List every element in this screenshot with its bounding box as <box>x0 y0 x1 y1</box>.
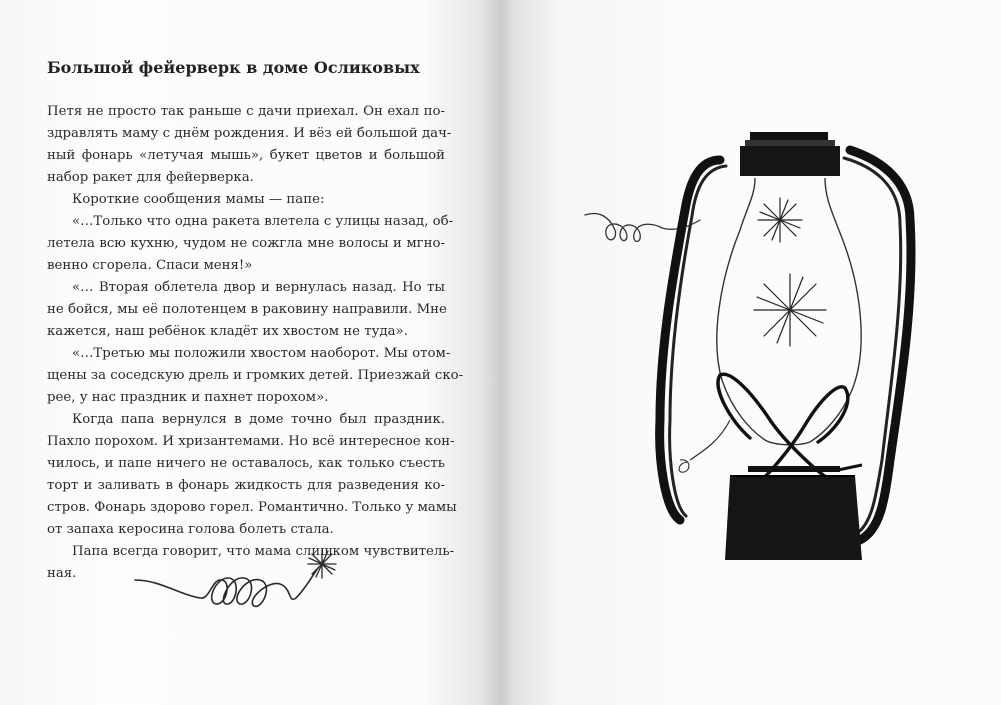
text-line: ный фонарь «летучая мышь», букет цветов и большой <box>47 148 445 163</box>
lantern-illustration-icon <box>580 120 920 580</box>
paragraph-1 <box>47 101 452 189</box>
text-line: летела всю кухню, чудом не сожгла мне волосы и мгно- <box>47 236 445 251</box>
text-line: венно сгорела. Спаси меня!» <box>47 258 253 273</box>
paragraph-3 <box>47 211 454 277</box>
text-line: «…Только что одна ракета влетела с улицы назад, об- <box>72 214 454 229</box>
right-page <box>500 0 1001 705</box>
text-line: здравлять маму с днём рождения. И вёз ей большой дач- <box>47 126 452 141</box>
chapter-body <box>47 101 464 585</box>
paragraph-4 <box>47 277 445 343</box>
text-line: рее, у нас праздник и пахнет порохом». <box>47 390 329 405</box>
text-line: стров. Фонарь здорово горел. Романтично. Только у мамы <box>47 500 457 515</box>
text-line: чилось, и папе ничего не оставалось, как только съесть <box>47 456 445 471</box>
chapter-title: Большой фейерверк в доме Осликовых <box>47 58 420 77</box>
paragraph-5 <box>47 343 464 409</box>
text-line: кажется, наш ребёнок кладёт их хвостом не туда». <box>47 324 408 339</box>
text-line: «… Вторая облетела двор и вернулась назад. Но ты <box>72 280 445 295</box>
text-line: от запаха керосина голова болеть стала. <box>47 522 334 537</box>
text-line: торт и заливать в фонарь жидкость для разведения ко- <box>47 478 445 493</box>
text-line: Когда папа вернулся в доме точно был праздник. <box>72 412 445 427</box>
text-line: набор ракет для фейерверка. <box>47 170 254 185</box>
text-line: «…Третью мы положили хвостом наоборот. Мы отом- <box>72 346 451 361</box>
text-line: Папа всегда говорит, что мама слишком чувствитель- <box>72 544 455 559</box>
text-line: щены за соседскую дрель и громких детей. Приезжай ско- <box>47 368 464 383</box>
text-line: не бойся, мы её полотенцем в раковину направили. Мне <box>47 302 447 317</box>
left-page <box>0 0 500 705</box>
text-line: Короткие сообщения мамы — папе: <box>72 192 325 207</box>
text-line: Пахло порохом. И хризантемами. Но всё интересное кон- <box>47 434 455 449</box>
paragraph-6 <box>47 409 457 541</box>
text-line: ная. <box>47 566 77 581</box>
paragraph-2 <box>47 189 445 211</box>
text-line: Петя не просто так раньше с дачи приехал. Он ехал по- <box>47 104 445 119</box>
flower-doodle-icon <box>130 540 360 630</box>
